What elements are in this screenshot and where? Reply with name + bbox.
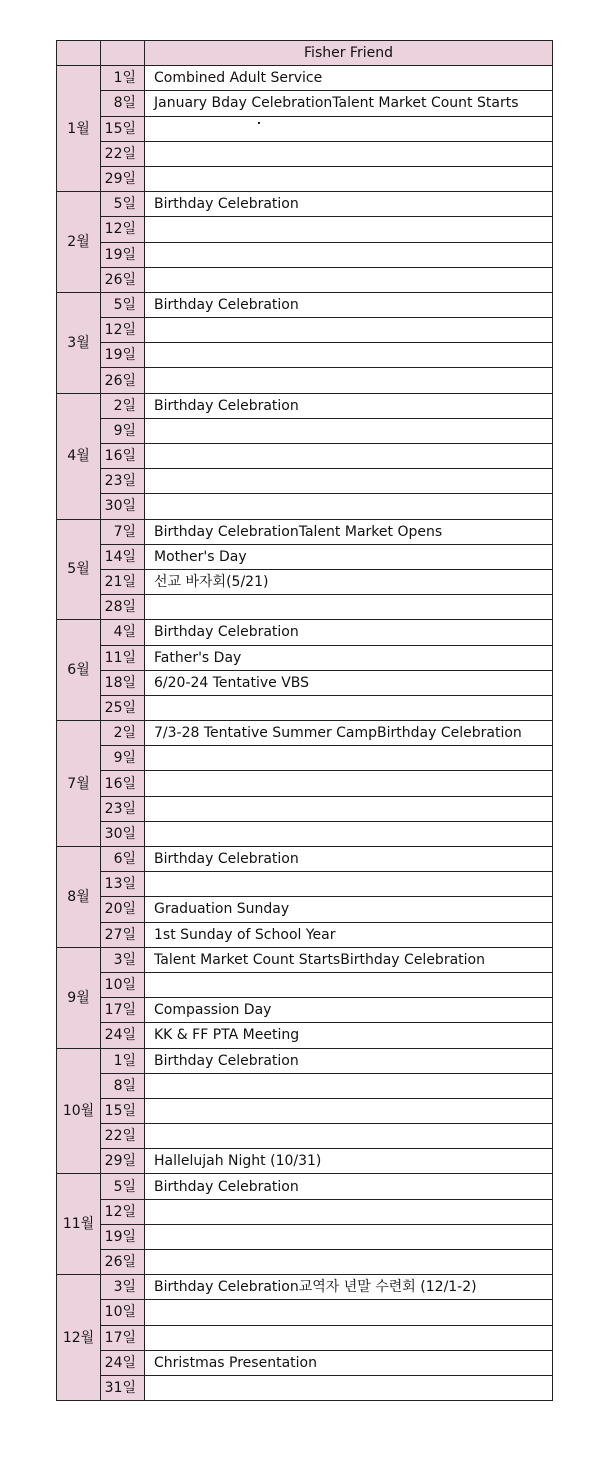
day-label: 22일: [101, 141, 145, 166]
day-label: 4일: [101, 620, 145, 645]
table-row: [57, 1048, 553, 1073]
table-row: [57, 141, 553, 166]
event-cell: [145, 217, 553, 242]
day-label: 19일: [101, 242, 145, 267]
day-label: 11일: [101, 645, 145, 670]
event-cell: Graduation Sunday: [145, 897, 553, 922]
month-label: 6월: [57, 620, 101, 721]
event-cell: [145, 1098, 553, 1123]
day-label: 23일: [101, 796, 145, 821]
event-cell: Birthday CelebrationTalent Market Opens: [145, 519, 553, 544]
event-cell: [145, 166, 553, 191]
table-row: [57, 847, 553, 872]
table-row: [57, 469, 553, 494]
table-row: [57, 444, 553, 469]
table-row: [57, 947, 553, 972]
table-row: [57, 695, 553, 720]
table-row: [57, 116, 553, 141]
table-row: [57, 620, 553, 645]
day-label: 5일: [101, 292, 145, 317]
event-cell: KK & FF PTA Meeting: [145, 1023, 553, 1048]
schedule-table: [56, 40, 553, 1401]
table-row: [57, 897, 553, 922]
event-cell: [145, 771, 553, 796]
month-label: 4월: [57, 393, 101, 519]
event-cell: Birthday Celebration: [145, 847, 553, 872]
event-cell: 1st Sunday of School Year: [145, 922, 553, 947]
day-label: 30일: [101, 494, 145, 519]
header-row: [57, 41, 553, 66]
day-label: 6일: [101, 847, 145, 872]
day-label: 1일: [101, 1048, 145, 1073]
event-cell: Birthday Celebration: [145, 1048, 553, 1073]
day-label: 29일: [101, 166, 145, 191]
day-label: 12일: [101, 217, 145, 242]
table-row: [57, 242, 553, 267]
event-cell: [145, 1073, 553, 1098]
day-label: 17일: [101, 1325, 145, 1350]
table-row: [57, 494, 553, 519]
table-row: [57, 1300, 553, 1325]
day-label: 9일: [101, 418, 145, 443]
day-label: 13일: [101, 872, 145, 897]
event-cell: Birthday Celebration: [145, 620, 553, 645]
day-label: 20일: [101, 897, 145, 922]
table-row: [57, 1023, 553, 1048]
table-row: [57, 267, 553, 292]
event-cell: [145, 343, 553, 368]
table-row: [57, 796, 553, 821]
month-label: 1월: [57, 66, 101, 192]
table-row: [57, 393, 553, 418]
day-label: 8일: [101, 1073, 145, 1098]
table-row: [57, 771, 553, 796]
day-label: 16일: [101, 771, 145, 796]
event-cell: [145, 318, 553, 343]
day-label: 26일: [101, 267, 145, 292]
day-label: 3일: [101, 947, 145, 972]
day-label: 12일: [101, 1199, 145, 1224]
header-day-cell: [101, 41, 145, 66]
table-row: [57, 368, 553, 393]
table-row: [57, 998, 553, 1023]
day-label: 16일: [101, 444, 145, 469]
day-label: 26일: [101, 368, 145, 393]
event-cell: [145, 1300, 553, 1325]
day-label: 30일: [101, 821, 145, 846]
event-cell: [145, 368, 553, 393]
table-row: [57, 1350, 553, 1375]
day-label: 14일: [101, 544, 145, 569]
table-title: Fisher Friend: [145, 41, 553, 66]
event-cell: [145, 141, 553, 166]
table-row: [57, 217, 553, 242]
table-row: [57, 821, 553, 846]
event-cell: [145, 872, 553, 897]
event-cell: [145, 444, 553, 469]
day-label: 24일: [101, 1023, 145, 1048]
table-row: [57, 872, 553, 897]
event-cell: [145, 267, 553, 292]
event-cell: Compassion Day: [145, 998, 553, 1023]
table-row: [57, 166, 553, 191]
table-row: [57, 66, 553, 91]
month-label: 7월: [57, 721, 101, 847]
table-row: [57, 595, 553, 620]
event-cell: [145, 695, 553, 720]
table-row: [57, 1250, 553, 1275]
month-label: 3월: [57, 292, 101, 393]
month-label: 10월: [57, 1048, 101, 1174]
event-cell: Hallelujah Night (10/31): [145, 1149, 553, 1174]
table-row: [57, 670, 553, 695]
event-cell: Birthday Celebration: [145, 192, 553, 217]
day-label: 15일: [101, 116, 145, 141]
day-label: 29일: [101, 1149, 145, 1174]
stray-dot: [258, 122, 260, 124]
day-label: 2일: [101, 393, 145, 418]
table-row: [57, 569, 553, 594]
day-label: 2일: [101, 721, 145, 746]
day-label: 28일: [101, 595, 145, 620]
day-label: 22일: [101, 1124, 145, 1149]
event-cell: Birthday Celebration: [145, 1174, 553, 1199]
day-label: 3일: [101, 1275, 145, 1300]
event-cell: [145, 1375, 553, 1400]
table-row: [57, 721, 553, 746]
day-label: 19일: [101, 1224, 145, 1249]
table-row: [57, 292, 553, 317]
table-row: [57, 1174, 553, 1199]
day-label: 26일: [101, 1250, 145, 1275]
table-row: [57, 922, 553, 947]
day-label: 10일: [101, 972, 145, 997]
day-label: 25일: [101, 695, 145, 720]
day-label: 21일: [101, 569, 145, 594]
event-cell: Talent Market Count StartsBirthday Celebration: [145, 947, 553, 972]
event-cell: [145, 1124, 553, 1149]
table-row: [57, 192, 553, 217]
table-row: [57, 1098, 553, 1123]
event-cell: [145, 1325, 553, 1350]
day-label: 31일: [101, 1375, 145, 1400]
table-row: [57, 1275, 553, 1300]
day-label: 24일: [101, 1350, 145, 1375]
header-month-cell: [57, 41, 101, 66]
month-label: 12월: [57, 1275, 101, 1401]
event-cell: [145, 796, 553, 821]
event-cell: Birthday Celebration교역자 년말 수련회 (12/1-2): [145, 1275, 553, 1300]
day-label: 10일: [101, 1300, 145, 1325]
event-cell: 6/20-24 Tentative VBS: [145, 670, 553, 695]
table-row: [57, 1073, 553, 1098]
event-cell: [145, 242, 553, 267]
event-cell: Birthday Celebration: [145, 292, 553, 317]
day-label: 8일: [101, 91, 145, 116]
event-cell: 선교 바자회(5/21): [145, 569, 553, 594]
table-row: [57, 645, 553, 670]
event-cell: [145, 1224, 553, 1249]
event-cell: [145, 469, 553, 494]
event-cell: [145, 595, 553, 620]
table-row: [57, 1124, 553, 1149]
day-label: 15일: [101, 1098, 145, 1123]
table-row: [57, 418, 553, 443]
day-label: 1일: [101, 66, 145, 91]
event-cell: [145, 116, 553, 141]
schedule-body: [57, 41, 553, 1401]
event-cell: January Bday CelebrationTalent Market Count Starts: [145, 91, 553, 116]
event-cell: [145, 1199, 553, 1224]
event-cell: Combined Adult Service: [145, 66, 553, 91]
month-label: 9월: [57, 947, 101, 1048]
table-row: [57, 1375, 553, 1400]
table-row: [57, 972, 553, 997]
table-row: [57, 343, 553, 368]
month-label: 2월: [57, 192, 101, 293]
day-label: 27일: [101, 922, 145, 947]
month-label: 11월: [57, 1174, 101, 1275]
event-cell: [145, 821, 553, 846]
day-label: 5일: [101, 1174, 145, 1199]
event-cell: 7/3-28 Tentative Summer CampBirthday Celebration: [145, 721, 553, 746]
event-cell: Birthday Celebration: [145, 393, 553, 418]
day-label: 19일: [101, 343, 145, 368]
table-row: [57, 519, 553, 544]
day-label: 23일: [101, 469, 145, 494]
day-label: 7일: [101, 519, 145, 544]
table-row: [57, 1325, 553, 1350]
day-label: 5일: [101, 192, 145, 217]
table-row: [57, 318, 553, 343]
event-cell: [145, 746, 553, 771]
event-cell: [145, 418, 553, 443]
table-row: [57, 1149, 553, 1174]
table-row: [57, 746, 553, 771]
event-cell: Mother's Day: [145, 544, 553, 569]
month-label: 8월: [57, 847, 101, 948]
event-cell: [145, 1250, 553, 1275]
day-label: 17일: [101, 998, 145, 1023]
day-label: 18일: [101, 670, 145, 695]
event-cell: [145, 494, 553, 519]
day-label: 9일: [101, 746, 145, 771]
event-cell: [145, 972, 553, 997]
table-row: [57, 1199, 553, 1224]
table-row: [57, 544, 553, 569]
table-row: [57, 91, 553, 116]
month-label: 5월: [57, 519, 101, 620]
event-cell: Father's Day: [145, 645, 553, 670]
event-cell: Christmas Presentation: [145, 1350, 553, 1375]
day-label: 12일: [101, 318, 145, 343]
table-row: [57, 1224, 553, 1249]
